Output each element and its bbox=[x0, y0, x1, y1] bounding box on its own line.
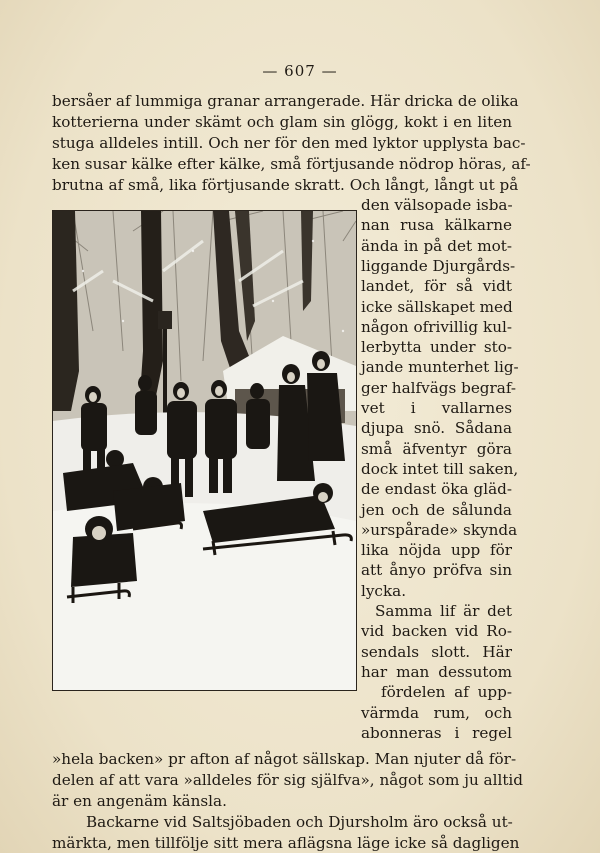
text-line: ända in på det mot- bbox=[361, 236, 512, 255]
sledding-photograph bbox=[52, 210, 357, 691]
text-line: jen och de sålunda bbox=[361, 500, 512, 519]
page-number: — 607 — bbox=[262, 62, 338, 80]
text-line: har man dessutom bbox=[361, 662, 512, 681]
text-line: brutna af små, lika förtjusande skratt. Och långt, långt ut på bbox=[52, 176, 519, 194]
text-line: lika nöjda upp för bbox=[361, 541, 512, 560]
text-line: bersåer af lummiga granar arrangerade. Här dricka de olika bbox=[52, 92, 519, 110]
photo-illustration bbox=[53, 211, 356, 690]
text-line: jande munterhet lig- bbox=[361, 358, 519, 377]
text-line: liggande Djurgårds- bbox=[361, 256, 516, 275]
text-line: Samma lif är det bbox=[375, 602, 512, 620]
text-line: Backarne vid Saltsjöbaden och Djursholm äro också ut- bbox=[86, 813, 513, 831]
text-line: värmda rum, och bbox=[361, 703, 512, 722]
text-line: lycka. bbox=[361, 581, 407, 600]
text-line: märkta, men tillfölje sitt mera aflägsna läge icke så dagligen bbox=[52, 834, 520, 852]
text-line: stuga alldeles intill. Och ner för den med lyktor upplysta bac- bbox=[52, 134, 526, 152]
text-line: små äfventyr göra bbox=[361, 439, 512, 458]
text-line: är en angenäm känsla. bbox=[52, 792, 227, 810]
text-line: nan rusa kälkarne bbox=[361, 216, 512, 235]
text-line: sendals slott. Här bbox=[361, 642, 512, 661]
text-line: djupa snö. Sådana bbox=[361, 419, 512, 438]
text-line: ken susar kälke efter kälke, små förtjusande nödrop höras, af- bbox=[52, 155, 531, 173]
text-line: någon ofrivillig kul- bbox=[361, 317, 512, 336]
text-line: vet i vallarnes bbox=[361, 399, 512, 417]
text-line: lerbytta under sto- bbox=[361, 338, 512, 357]
text-line: icke sällskapet med bbox=[361, 297, 513, 316]
text-line: den välsopade isba- bbox=[361, 196, 513, 214]
text-line: »hela backen» pr afton af något sällskap. Man njuter då för- bbox=[52, 750, 517, 768]
text-line: abonneras i regel bbox=[361, 723, 512, 742]
text-line: vid backen vid Ro- bbox=[361, 622, 512, 641]
text-line: ger halfvägs begraf- bbox=[361, 378, 517, 397]
text-line: att ånyo pröfva sin bbox=[361, 561, 512, 580]
text-line: dock intet till saken, bbox=[361, 459, 519, 478]
text-line: fördelen af upp- bbox=[381, 683, 512, 702]
text-line: de endast öka gläd- bbox=[361, 480, 512, 499]
text-line: kotterierna under skämt och glam sin glögg, kokt i en liten bbox=[52, 113, 512, 131]
text-line: »urspårade» skynda bbox=[361, 520, 518, 539]
text-line: landet, för så vidt bbox=[361, 277, 512, 296]
text-line: delen af att vara »alldeles för sig själfva», något som ju alltid bbox=[52, 771, 524, 789]
